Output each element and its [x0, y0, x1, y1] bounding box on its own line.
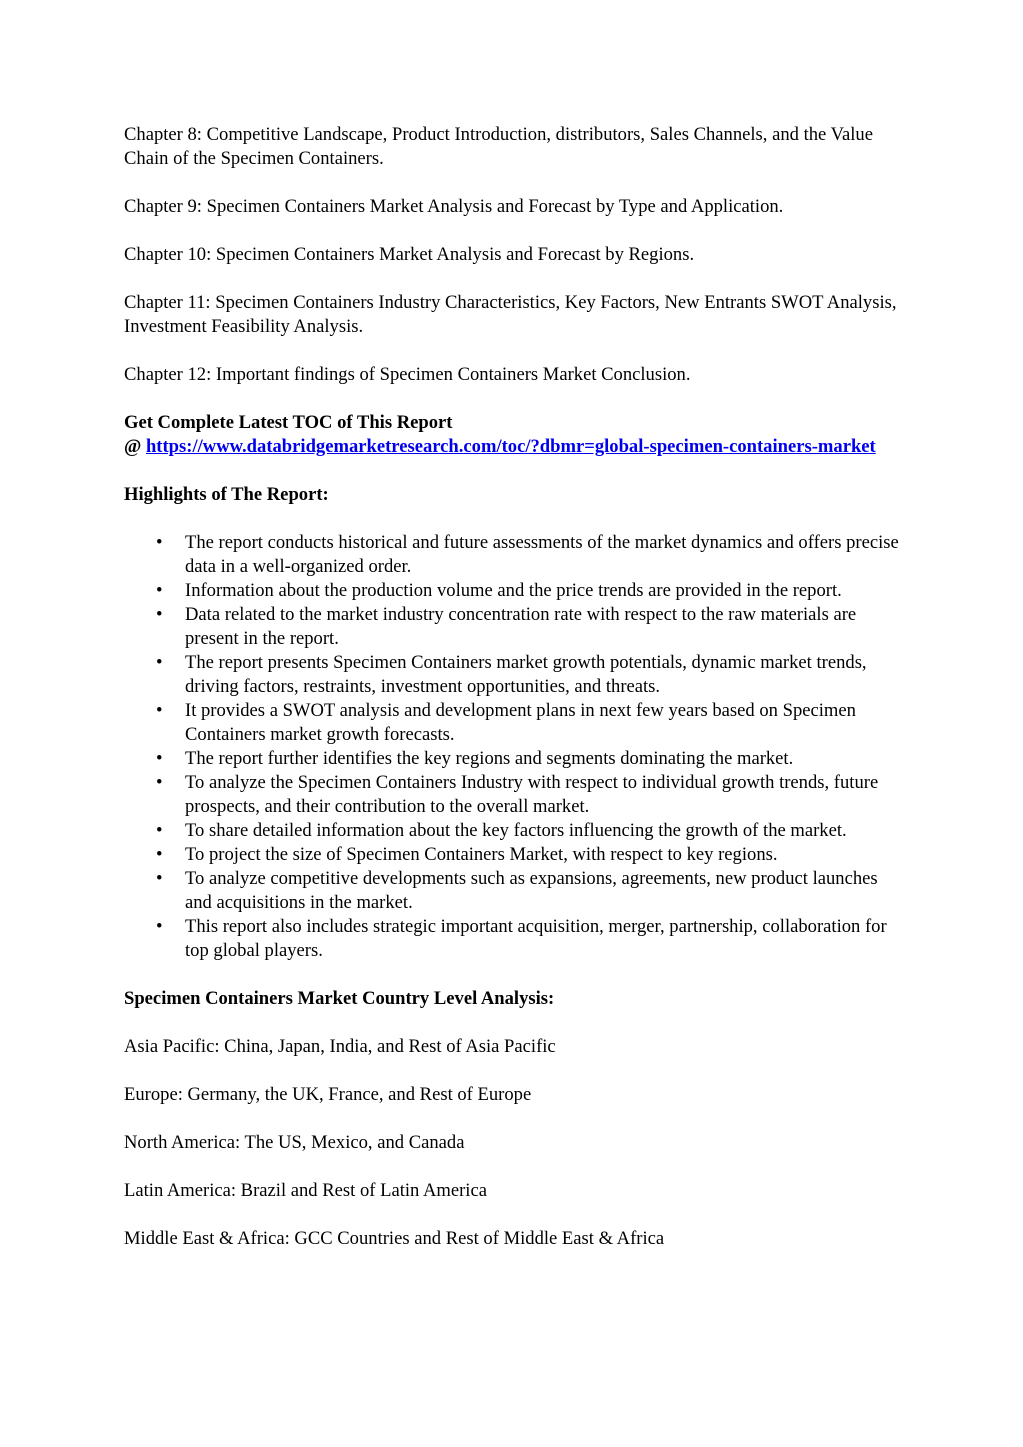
toc-report-link[interactable]: https://www.databridgemarketresearch.com/toc/?dbmr=global-specimen-containers-market: [145, 436, 876, 457]
list-item: [124, 843, 899, 867]
bullet-icon: •: [156, 844, 163, 865]
bullet-icon: •: [156, 820, 163, 841]
region-asia-pacific: Asia Pacific: China, Japan, India, and Rest of Asia Pacific: [124, 1036, 556, 1057]
list-item-text: The report further identifies the key regions and segments dominating the market.: [185, 748, 794, 769]
country-analysis-heading: Specimen Containers Market Country Level Analysis:: [124, 988, 555, 1009]
highlights-heading: Highlights of The Report:: [124, 484, 329, 505]
page-content: [124, 123, 899, 1275]
region-europe: Europe: Germany, the UK, France, and Rest of Europe: [124, 1084, 532, 1105]
list-item: [124, 867, 899, 915]
list-item: [124, 819, 899, 843]
toc-block: [124, 411, 899, 459]
bullet-icon: •: [156, 604, 163, 625]
list-item-text: To share detailed information about the key factors influencing the growth of the market.: [185, 820, 847, 841]
chapter-12-paragraph: Chapter 12: Important findings of Specimen Containers Market Conclusion.: [124, 364, 691, 385]
list-item: [124, 531, 899, 579]
bullet-icon: •: [156, 580, 163, 601]
list-item-text: To project the size of Specimen Containers Market, with respect to key regions.: [185, 844, 778, 865]
list-item-text: This report also includes strategic important acquisition, merger, partnership, collaboration for top global players.: [185, 916, 887, 961]
list-item: [124, 603, 899, 651]
toc-heading: Get Complete Latest TOC of This Report: [124, 412, 453, 433]
list-item: [124, 579, 899, 603]
highlights-list: [124, 531, 899, 963]
list-item-text: The report presents Specimen Containers market growth potentials, dynamic market trends, driving factors, restraints, investment opportunities, and threats.: [185, 652, 867, 697]
chapter-8-paragraph: Chapter 8: Competitive Landscape, Product Introduction, distributors, Sales Channels, and the Value Chain of the Specimen Containers.: [124, 124, 873, 169]
list-item-text: It provides a SWOT analysis and development plans in next few years based on Specimen Containers market growth forecasts.: [185, 700, 856, 745]
bullet-icon: •: [156, 748, 163, 769]
list-item-text: To analyze the Specimen Containers Industry with respect to individual growth trends, future prospects, and their contribution to the overall market.: [185, 772, 879, 817]
bullet-icon: •: [156, 652, 163, 673]
region-latin-america: Latin America: Brazil and Rest of Latin America: [124, 1180, 487, 1201]
list-item: [124, 915, 899, 963]
region-middle-east-africa: Middle East & Africa: GCC Countries and Rest of Middle East & Africa: [124, 1228, 665, 1249]
chapter-10-paragraph: Chapter 10: Specimen Containers Market Analysis and Forecast by Regions.: [124, 244, 695, 265]
list-item: [124, 771, 899, 819]
bullet-icon: •: [156, 772, 163, 793]
chapter-11-paragraph: Chapter 11: Specimen Containers Industry Characteristics, Key Factors, New Entrants SWOT Analysis, Investment Feasibility Analysis.: [124, 292, 897, 337]
bullet-icon: •: [156, 700, 163, 721]
list-item-text: Information about the production volume and the price trends are provided in the report.: [185, 580, 842, 601]
bullet-icon: •: [156, 868, 163, 889]
list-item: [124, 699, 899, 747]
chapter-9-paragraph: Chapter 9: Specimen Containers Market Analysis and Forecast by Type and Application.: [124, 196, 784, 217]
toc-at-symbol: @: [124, 436, 142, 457]
list-item-text: The report conducts historical and future assessments of the market dynamics and offers precise data in a well-organized order.: [185, 532, 899, 577]
bullet-icon: •: [156, 532, 163, 553]
list-item: [124, 651, 899, 699]
list-item: [124, 747, 899, 771]
bullet-icon: •: [156, 916, 163, 937]
list-item-text: To analyze competitive developments such as expansions, agreements, new product launches and acquisitions in the market.: [185, 868, 878, 913]
region-north-america: North America: The US, Mexico, and Canada: [124, 1132, 465, 1153]
list-item-text: Data related to the market industry concentration rate with respect to the raw materials are present in the report.: [185, 604, 857, 649]
